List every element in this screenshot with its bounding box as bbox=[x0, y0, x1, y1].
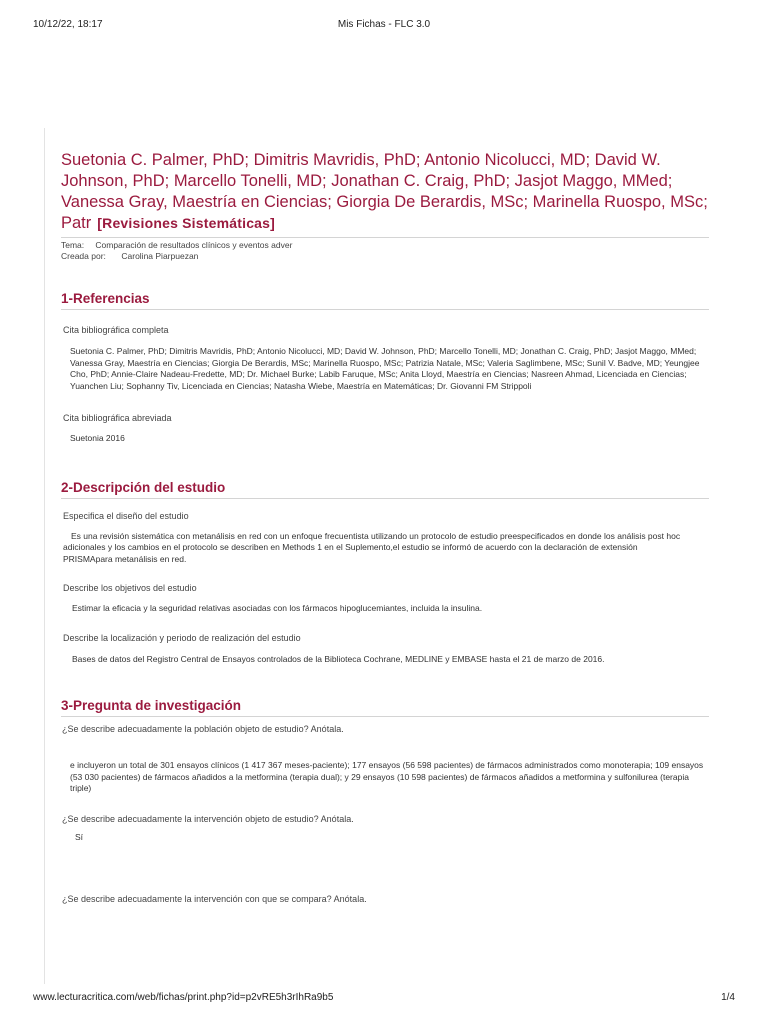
document-authors-title bbox=[61, 150, 709, 234]
document-content bbox=[61, 150, 709, 905]
print-footer bbox=[33, 992, 735, 1006]
print-datetime: 10/12/22, 18:17 bbox=[33, 19, 103, 30]
intervencion-question: ¿Se describe adecuadamente la intervención objeto de estudio? Anótala. bbox=[62, 813, 354, 824]
cita-abreviada-label: Cita bibliográfica abreviada bbox=[63, 413, 172, 423]
diseno-label: Especifica el diseño del estudio bbox=[63, 510, 189, 521]
poblacion-question: ¿Se describe adecuadamente la población objeto de estudio? Anótala. bbox=[62, 724, 344, 734]
intervencion-answer: Sí bbox=[75, 831, 84, 842]
print-page-title: Mis Fichas - FLC 3.0 bbox=[337, 19, 431, 30]
print-page-number: 1/4 bbox=[721, 992, 735, 1003]
creada-value: Carolina Piarpuezan bbox=[121, 251, 199, 261]
cita-completa-value: Suetonia C. Palmer, PhD; Dimitris Mavridis, PhD; Antonio Nicolucci, MD; David W. Johnson, PhD; Marcello Tonelli, MD; Jonathan C. Craig, PhD; Jasjot Maggo, MMed; Vanessa Gray, Maestría en Ciencias; Giorgia De Berardis, MSc; Marinella Ruospo, MSc; Patrizia Natale, MSc; Valeria Saglimbene, MSc; Sunil V. Badve, MD; Yeungjee Cho, PhD; Annie-Claire Nadeau-Fredette, MD; Dr. Michael Burke; Labib Faruque, MSc; Anita Lloyd, Maestría en Ciencias; Nasreen Ahmad, Licenciada en Ciencias; Yuanchen Liu; Sophanny Tiv, Licenciada en Ciencias; Natasha Wiebe, Maestría en Matemáticas; Dr. Giovanni FM Strippoli bbox=[70, 346, 700, 391]
poblacion-answer: e incluyeron un total de 301 ensayos clínicos (1 417 367 meses-paciente); 177 ensayos (56 598 pacientes) de fármacos administrados como monoterapia; 109 ensayos (53 030 pacientes) de fármacos añadidos a la metformina (terapia dual); y 29 ensayos (10 598 pacientes) de fármacos añadidos a metformina y sulfonilurea (terapia triple) bbox=[70, 760, 704, 793]
localizacion-value: Bases de datos del Registro Central de Ensayos controlados de la Biblioteca Cochrane, MEDLINE y EMBASE hasta el 21 de marzo de 2016. bbox=[72, 653, 605, 664]
creada-label: Creada por: bbox=[61, 251, 106, 261]
comparacion-question: ¿Se describe adecuadamente la intervención con que se compara? Anótala. bbox=[62, 894, 367, 904]
diseno-value: Es una revisión sistemática con metanálisis en red con un enfoque frecuentista utilizando un protocolo de estudio preespecificados en donde los análisis post hoc adicionales y los cambios en el protocolo se describen en Methods 1 en el Suplemento,el estudio se informó de acuerdo con la declaración de extensión PRISMApara metanálisis en red. bbox=[63, 530, 681, 564]
tema-label: Tema: bbox=[61, 240, 85, 250]
cita-abreviada-value: Suetonia 2016 bbox=[70, 433, 125, 443]
section-title-descripcion: 2-Descripción del estudio bbox=[61, 480, 709, 499]
section-title-referencias: 1-Referencias bbox=[61, 291, 709, 310]
localizacion-label: Describe la localización y periodo de realización del estudio bbox=[63, 632, 301, 643]
document-meta bbox=[61, 237, 709, 262]
print-header bbox=[33, 19, 735, 33]
cita-completa-label: Cita bibliográfica completa bbox=[63, 325, 169, 335]
content-left-border bbox=[44, 128, 45, 984]
section-title-pregunta: 3-Pregunta de investigación bbox=[61, 698, 709, 717]
tema-value: Comparación de resultados clínicos y eventos adver bbox=[95, 240, 293, 250]
print-url: www.lecturacritica.com/web/fichas/print.php?id=p2vRE5h3rIhRa9b5 bbox=[33, 992, 334, 1003]
meta-creada-row bbox=[61, 251, 709, 262]
objetivos-label: Describe los objetivos del estudio bbox=[63, 583, 197, 593]
review-type-tag: [Revisiones Sistemáticas] bbox=[97, 215, 276, 231]
objetivos-value: Estimar la eficacia y la seguridad relativas asociadas con los fármacos hipoglucemiantes, incluida la insulina. bbox=[72, 603, 483, 613]
authors-text: Suetonia C. Palmer, PhD; Dimitris Mavridis, PhD; Antonio Nicolucci, MD; David W. Johnson, PhD; Marcello Tonelli, MD; Jonathan C. Craig, PhD; Jasjot Maggo, MMed; Vanessa Gray, Maestría en Ciencias; Giorgia De Berardis, MSc; Marinella Ruospo, MSc; Patr bbox=[61, 151, 708, 232]
meta-tema-row bbox=[61, 240, 709, 251]
